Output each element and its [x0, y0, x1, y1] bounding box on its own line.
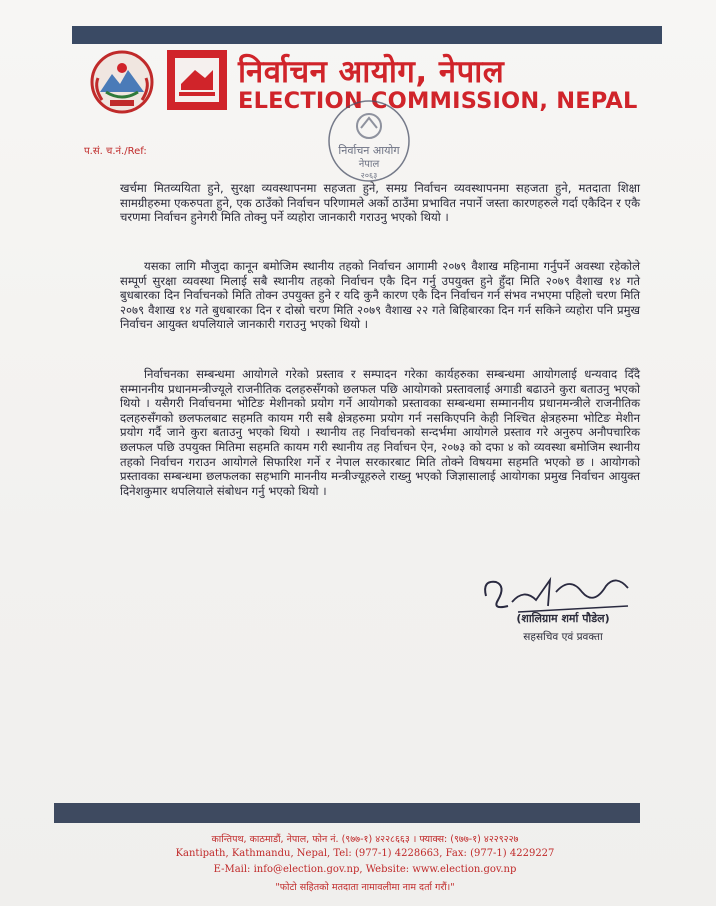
official-stamp-icon — [326, 98, 412, 184]
reference-label: प.सं. च.नं./Ref: — [84, 146, 147, 157]
footer-address-english: Kantipath, Kathmandu, Nepal, Tel: (977-1) 4228663, Fax: (977-1) 4229227 — [175, 848, 555, 859]
header-title-english: ELECTION COMMISSION, NEPAL — [238, 88, 638, 114]
signatory-designation: सहसचिव एवं प्रवक्ता — [523, 631, 603, 643]
header-title-nepali: निर्वाचन आयोग, नेपाल — [238, 54, 505, 90]
footer-address-nepali: कान्तिपथ, काठमाडौं, नेपाल, फोन नं. (९७७-१) ४२२८६६३ । फ्याक्स: (९७७-१) ४२२९२२७ — [211, 834, 519, 845]
footer-slogan: "फोटो सहितको मतदाता नामावलीमा नाम दर्ता गरौं।" — [275, 882, 455, 893]
stamp-line-3: २०६३ — [360, 171, 378, 180]
footer-bar — [54, 803, 640, 823]
election-commission-logo-icon — [165, 48, 229, 112]
nepal-emblem-icon — [88, 48, 156, 116]
signatory-name: (शालिग्राम शर्मा पौडेल) — [516, 612, 610, 625]
stamp-line-1: निर्वाचन आयोग — [338, 144, 400, 157]
body-paragraph-2: यसका लागि मौजुदा कानून बमोजिम स्थानीय तहको निर्वाचन आगामी २०७९ वैशाख महिनामा गर्नुपर्ने अवस्था रहेकोले सम्पूर्ण सुरक्षा व्यवस्था मिलाई सबै स्थानीय तहको निर्वाचन एकै दिन गर्नु उपयुक्त हुने हुँदा मिति २०७९ वैशाख १४ गते बुधबारका दिन निर्वाचनको मिति तोक्न उपयुक्त हुने र यदि कुनै कारण एकै दिन निर्वाचन गर्न संभव नभएमा पहिलो चरण मिति २०७९ वैशाख १४ गते बुधबारका दिन र दोस्रो चरण मिति २०७९ वैशाख २२ गते बिहिबारका दिन गर्न सकिने व्यहोरा पनि प्रमुख निर्वाचन आयुक्त थपलियाले जानकारी गराउनु भएको थियो । — [120, 259, 640, 332]
body-paragraph-3: निर्वाचनका सम्बन्धमा आयोगले गरेको प्रस्ताव र सम्पादन गरेका कार्यहरुका सम्बन्धमा आयोगलाई धन्यवाद दिँदै सम्माननीय प्रधानमन्त्रीज्यूले राजनीतिक दलहरुसँगको छलफल पछि आयोगको प्रस्तावलाई अगाडी बढाउने कुरा बताउनु भएको थियो । यसैगरी निर्वाचनमा भोटिङ मेशीनको प्रयोग गर्ने आयोगको प्रस्तावका सम्बन्धमा सम्माननीय प्रधानमन्त्रीले राजनीतिक दलहरुसँगको छलफलबाट सहमति कायम गरी सबै क्षेत्रहरुमा प्रयोग गर्न नसकिएपनि केही निश्चित क्षेत्रहरुमा भोटिङ मेशीन प्रयोग गर्दै जाने कुरा बताउनु भएको थियो । स्थानीय तह निर्वाचनको सन्दर्भमा आयोगले प्रस्ताव गरे अनुरुप अनौपचारिक छलफल पछि उपयुक्त मितिमा सहमति कायम गरी स्थानीय तह निर्वाचन ऐन, २०७३ को दफा ४ को व्यवस्था बमोजिम स्थानीय तहको निर्वाचन गराउन आयोगले सिफारिश गर्ने र नेपाल सरकारबाट मिति तोक्ने विषयमा सहमति भएको छ । आयोगको प्रस्तावका सम्बन्धमा छलफलका सहभागि माननीय मन्त्रीज्यूहरुले राख्नु भएको जिज्ञासालाई आयोगका प्रमुख निर्वाचन आयुक्त दिनेशकुमार थपलियाले संबोधन गर्नु भएको थियो । — [120, 367, 640, 498]
stamp-line-2: नेपाल — [358, 159, 380, 170]
header-bar — [72, 26, 662, 44]
body-paragraph-1: खर्चमा मितव्ययिता हुने, सुरक्षा व्यवस्थापनमा सहजता हुने, समग्र निर्वाचन व्यवस्थापनमा सहजता हुने, मतदाता शिक्षा सामग्रीहरुमा एकरुपता हुने, एक ठाउँको निर्वाचन परिणामले अर्को ठाउँमा प्रभावित नपार्ने जस्ता कारणहरुले गर्दा एकैदिन र एकै चरणमा निर्वाचन हुनेगरी मिति तोक्नु पर्ने व्यहोरा जानकारी गराउनु भएको थियो । — [120, 181, 640, 225]
footer-contact: E-Mail: info@election.gov.np, Website: www.election.gov.np — [213, 864, 517, 875]
